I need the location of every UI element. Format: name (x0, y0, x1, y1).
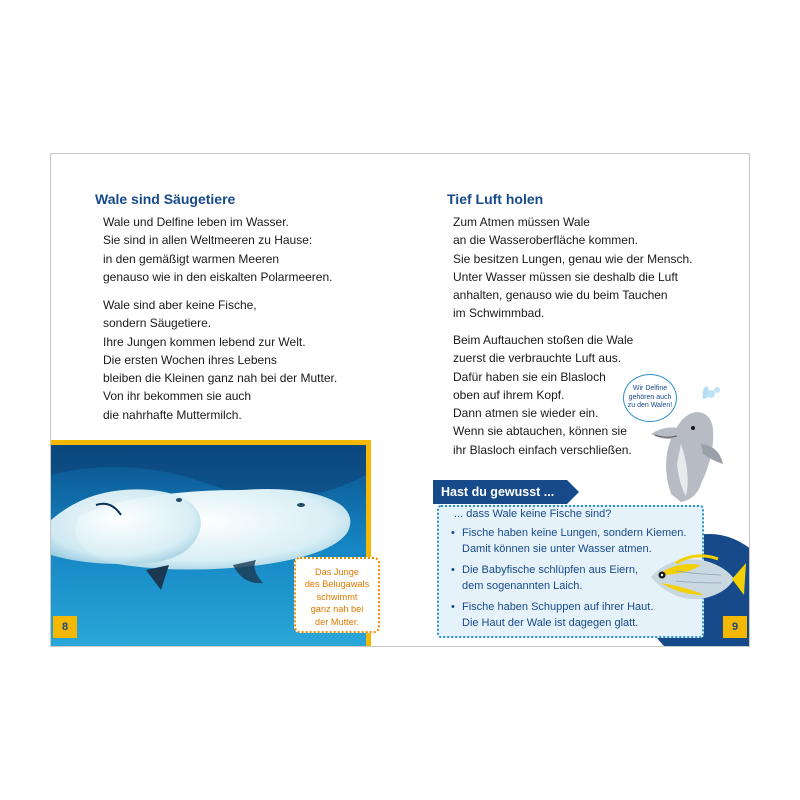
text-line: Wale sind aber keine Fische, (103, 298, 257, 312)
text-line: Wenn sie abtauchen, können sie (453, 424, 627, 439)
caption-line: schwimmt (316, 591, 358, 602)
text-line: im Schwimmbad. (453, 306, 545, 321)
fact-line: Damit können sie unter Wasser atmen. (462, 542, 652, 555)
caption-line: des Belugawals (304, 579, 370, 590)
text-line: anhalten, genauso wie du beim Tauchen (453, 288, 668, 303)
text-line: genauso wie in den eiskalten Polarmeeren. (103, 269, 333, 284)
text-line: in den gemäßigt warmen Meeren (103, 251, 280, 266)
fact-line: dem sogenannten Laich. (462, 579, 583, 592)
text-line: Wale und Delfine leben im Wasser. (103, 215, 289, 229)
text-line: an die Wasseroberfläche kommen. (453, 233, 638, 248)
text-line: Sie besitzen Lungen, genau wie der Mensch. (453, 251, 693, 266)
fact-line: • Fische haben Schuppen auf ihrer Haut. (462, 601, 654, 614)
caption-line: Das Junge (315, 567, 359, 577)
photo-caption (294, 557, 380, 633)
left-paragraph-1 (103, 213, 332, 286)
page-number-right: 9 (723, 616, 747, 638)
text-line: zuerst die verbrauchte Luft aus. (453, 351, 622, 366)
text-line: ihr Blasloch einfach verschließen. (453, 442, 632, 457)
text-line: oben auf ihrem Kopf. (453, 387, 565, 402)
left-paragraph-2 (103, 296, 337, 424)
text-line: die nahrhafte Muttermilch. (103, 407, 242, 422)
text-line: Dann atmen sie wieder ein. (453, 406, 599, 421)
fact-line: • Die Babyfische schlüpfen aus Eiern, (462, 564, 639, 577)
text-line: Beim Auftauchen stoßen die Wale (453, 333, 634, 347)
text-line: Von ihr bekommen sie auch (103, 389, 252, 404)
book-spread (50, 153, 750, 647)
text-line: sondern Säugetiere. (103, 316, 212, 331)
text-line: Zum Atmen müssen Wale (453, 215, 590, 229)
fact-line: Die Haut der Wale ist dagegen glatt. (462, 616, 639, 629)
fish-illustration (646, 549, 746, 609)
text-line: Die ersten Wochen ihres Lebens (103, 352, 277, 367)
page-number-left: 8 (53, 616, 77, 638)
speech-line: Wir Delfine (632, 385, 668, 392)
text-line: bleiben die Kleinen ganz nah bei der Mutter. (103, 371, 338, 386)
text-line: Unter Wasser müssen sie deshalb die Luft (453, 269, 678, 284)
fact-line: • Fische haben keine Lungen, sondern Kiemen. (462, 527, 687, 539)
text-line: Sie sind in allen Weltmeeren zu Hause: (103, 233, 313, 248)
speech-line: zu den Walen! (627, 402, 673, 410)
caption-line: ganz nah bei (310, 604, 364, 615)
left-heading: Wale sind Säugetiere (95, 191, 236, 207)
right-paragraph-1 (453, 213, 693, 323)
text-line: Ihre Jungen kommen lebend zur Welt. (103, 334, 306, 349)
speech-bubble (623, 374, 677, 422)
caption-line: der Mutter. (315, 616, 359, 627)
speech-line: gehören auch (628, 393, 672, 401)
text-line: Dafür haben sie ein Blasloch (453, 369, 606, 384)
right-paragraph-2 (453, 331, 633, 459)
right-heading: Tief Luft holen (447, 191, 544, 207)
fact-box-intro: ... dass Wale keine Fische sind? (454, 508, 612, 520)
fact-box-title: Hast du gewusst ... (433, 480, 567, 504)
